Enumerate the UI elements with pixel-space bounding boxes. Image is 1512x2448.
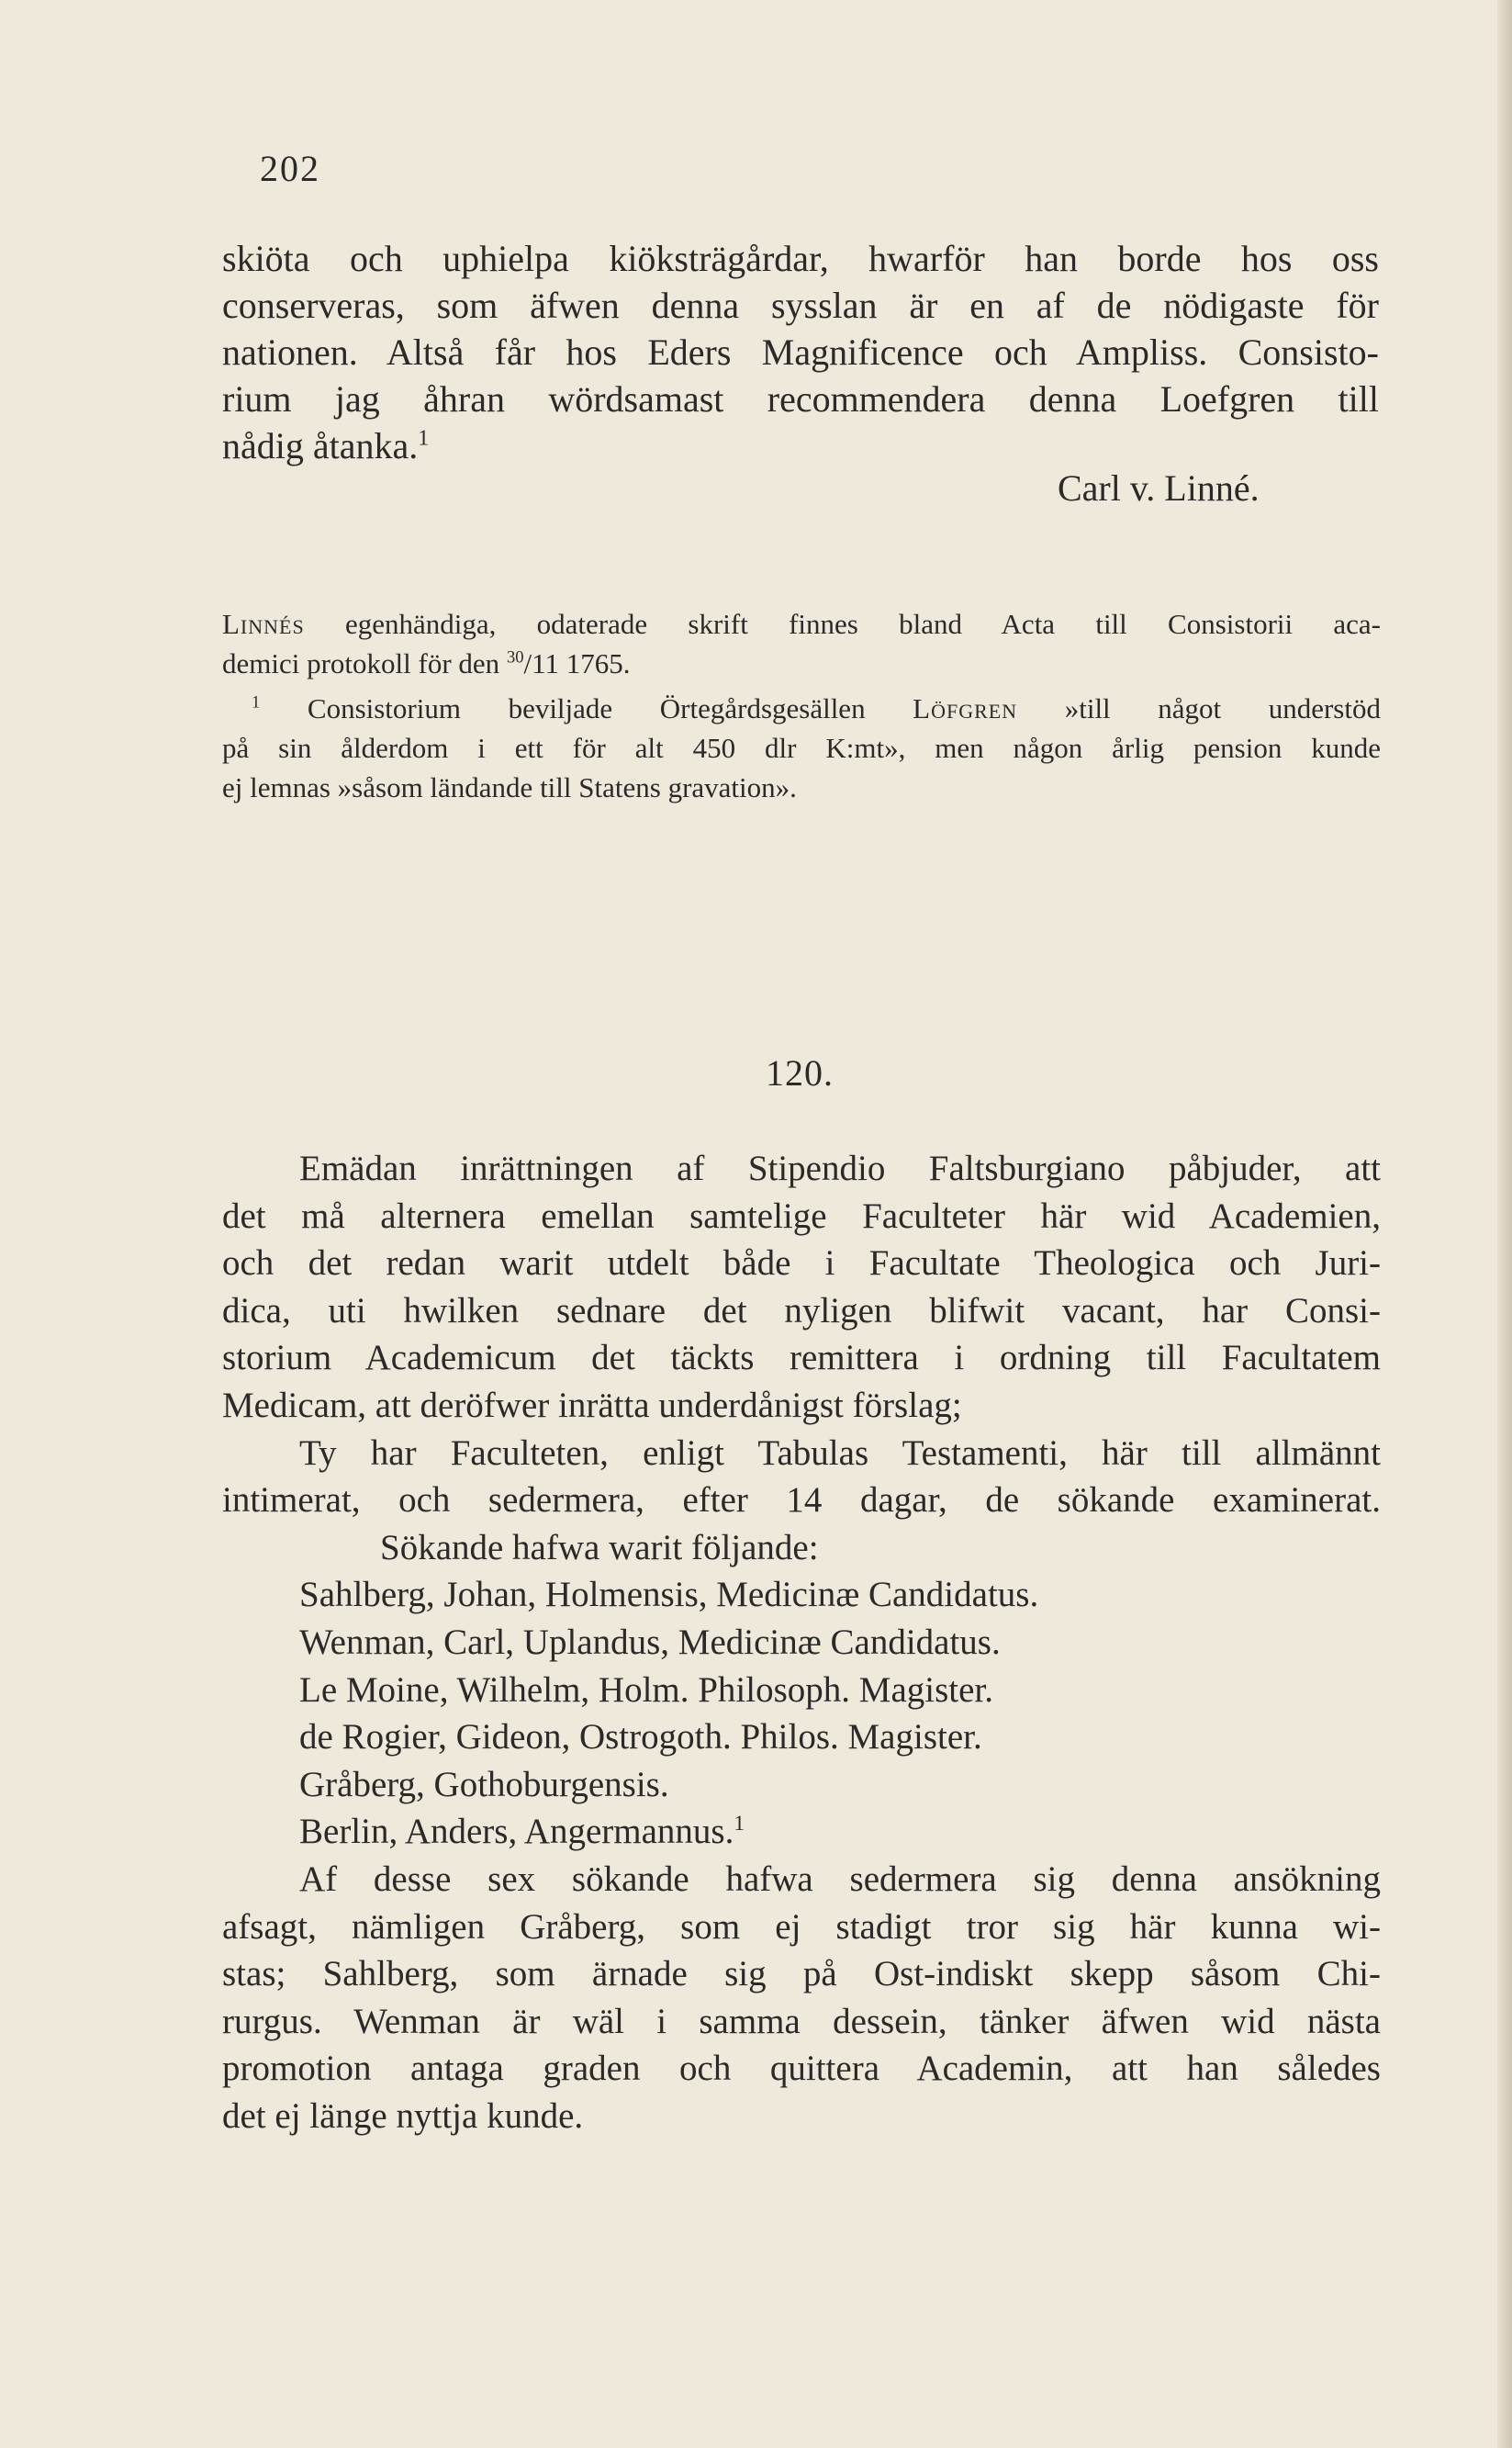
text-line: det ej länge nyttja kunde. [222, 2095, 584, 2136]
text-line: nationen. Altså får hos Eders Magnificence och Ampliss. Consisto- [222, 331, 1379, 373]
applicant-item: Le Moine, Wilhelm, Holm. Philosoph. Magister. [299, 1669, 994, 1710]
text-line: och det redan warit utdelt både i Facultate Theologica och Juri- [222, 1243, 1381, 1284]
letter-body [222, 1145, 1381, 2139]
editorial-notes [222, 604, 1381, 807]
applicant-item: Sahlberg, Johan, Holmensis, Medicinæ Candidatus. [299, 1575, 1039, 1615]
signature: Carl v. Linné. [1058, 467, 1260, 509]
text-line: Emädan inrättningen af Stipendio Faltsburgiano påbjuder, att [299, 1149, 1381, 1188]
page-number: 202 [260, 148, 320, 189]
footnote-line: ej lemnas »såsom ländande till Statens gravation». [222, 771, 797, 803]
text-fragment: egenhändiga, odaterade skrift finnes bland Acta till Consistorii aca- [304, 608, 1381, 640]
text-line: conserveras, som äfwen denna sysslan är en af de nödigaste för [222, 285, 1379, 326]
applicant-item: Gråberg, Gothoburgensis. [299, 1764, 669, 1804]
document-number: 120. [766, 1052, 834, 1094]
text-line: Ty har Faculteten, enligt Tabulas Testamenti, här till allmännt [299, 1432, 1381, 1473]
source-author: Linnés [222, 608, 305, 640]
text-fragment: Berlin, Anders, Angermannus. [299, 1812, 734, 1852]
text-line: promotion antaga graden och quittera Academin, att han således [222, 2049, 1381, 2089]
footnote-marker: 1 [734, 1812, 745, 1836]
applicant-item [222, 1808, 1381, 1856]
text-fragment: Consistorium beviljade Örtegårdsgesällen [260, 692, 913, 724]
text-fragment: /11 1765. [523, 647, 631, 679]
text-line [222, 422, 1379, 469]
text-line: stas; Sahlberg, som ärnade sig på Ost-indiskt skepp såsom Chi- [222, 1954, 1381, 1994]
text-fragment: nådig åtanka. [222, 425, 419, 466]
footnote-name: Löfgren [913, 692, 1018, 724]
applicants-heading: Sökande hafwa warit följande: [380, 1527, 819, 1567]
text-line: rium jag åhran wördsamast recommendera denna Loefgren till [222, 378, 1379, 420]
footnote-line: på sin ålderdom i ett för alt 450 dlr K:mt», men någon årlig pension kunde [222, 732, 1381, 764]
text-line: dica, uti hwilken sednare det nyligen blifwit vacant, har Consi- [222, 1290, 1381, 1331]
text-line: rurgus. Wenman är wäl i samma dessein, tänker äfwen wid nästa [222, 2001, 1381, 2041]
footnote-marker: 1 [418, 426, 430, 451]
text-line: Medicam, att deröfwer inrätta underdånigst förslag; [222, 1385, 962, 1425]
text-line: afsagt, nämligen Gråberg, som ej stadigt tror sig här kunna wi- [222, 1906, 1381, 1947]
footnote-marker: 1 [252, 692, 261, 713]
date-numerator: 30 [506, 647, 524, 668]
text-fragment: »till något understöd [1017, 692, 1381, 724]
source-note-line [222, 644, 1381, 683]
source-note-line [222, 604, 1381, 644]
text-line: intimerat, och sedermera, efter 14 dagar, de sökande examinerat. [222, 1480, 1381, 1521]
applicant-item: de Rogier, Gideon, Ostrogoth. Philos. Magister. [299, 1717, 982, 1757]
text-line: storium Academicum det täckts remittera i ordning till Facultatem [222, 1338, 1381, 1378]
text-fragment: demici protokoll för den [222, 647, 507, 679]
applicant-item: Wenman, Carl, Uplandus, Medicinæ Candidatus. [299, 1622, 1001, 1662]
footnote-line [222, 689, 1381, 728]
text-line: det må alternera emellan samtelige Faculteter här wid Academien, [222, 1196, 1381, 1236]
page-edge [1497, 0, 1512, 2448]
text-line: skiöta och uphielpa kiöksträgårdar, hwarför han borde hos oss [222, 238, 1379, 279]
previous-letter-ending [222, 235, 1379, 469]
text-line: Af desse sex sökande hafwa sedermera sig denna ansökning [299, 1858, 1381, 1899]
